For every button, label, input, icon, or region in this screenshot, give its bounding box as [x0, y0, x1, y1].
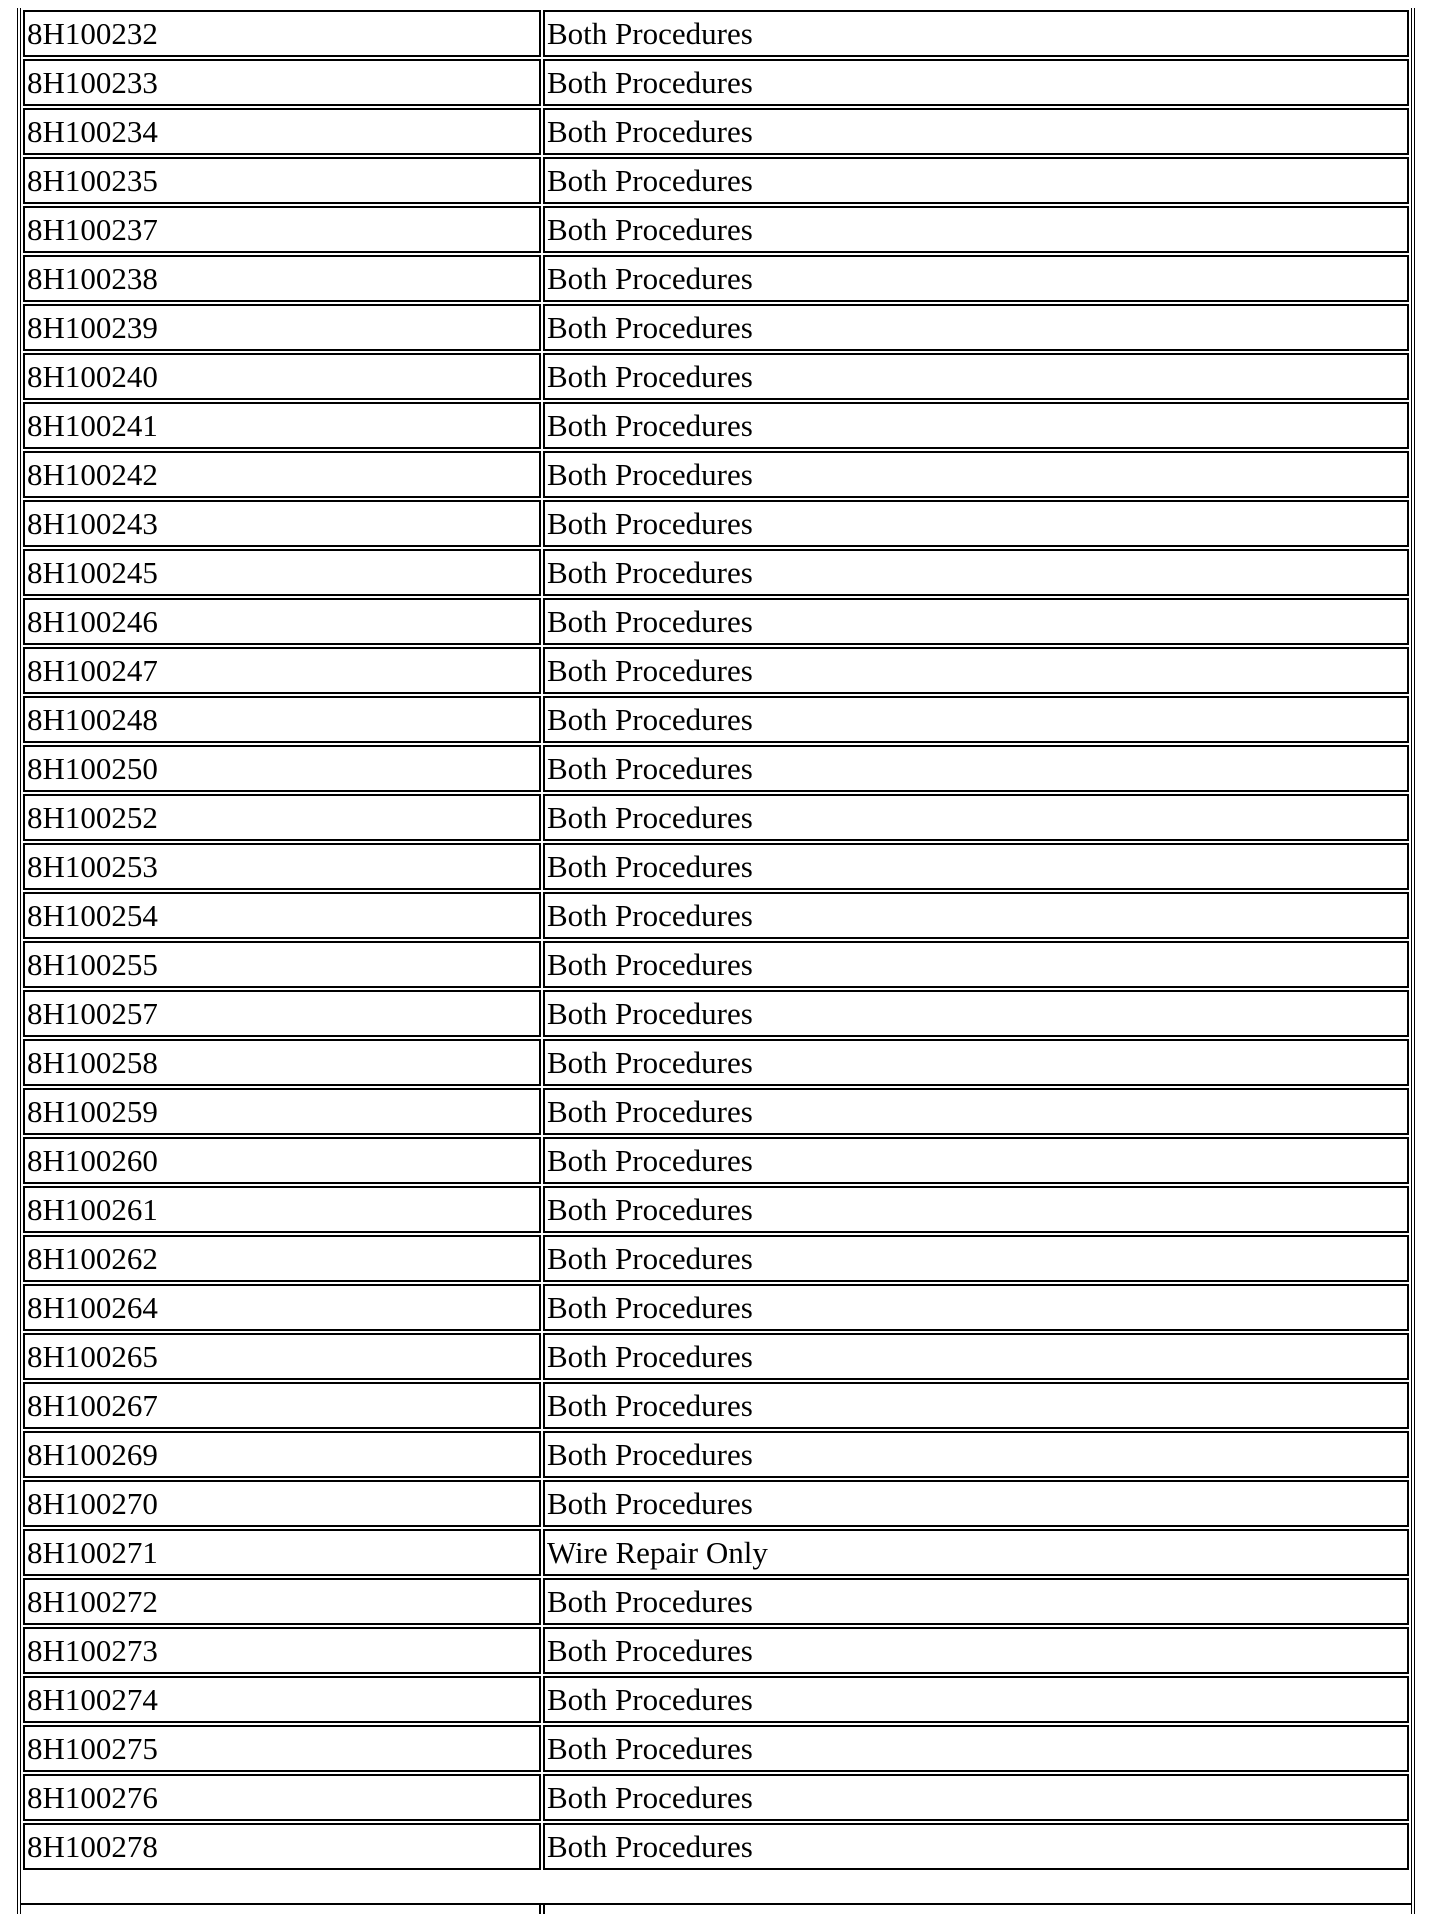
procedure-cell: Both Procedures — [543, 206, 1409, 253]
table-row — [23, 1627, 1409, 1674]
part-number-cell: 8H100273 — [23, 1627, 541, 1674]
table-row — [23, 549, 1409, 596]
procedure-cell: Both Procedures — [543, 1186, 1409, 1233]
table-row — [23, 1137, 1409, 1184]
table-row — [23, 941, 1409, 988]
table-row — [23, 1774, 1409, 1821]
table-row — [23, 1088, 1409, 1135]
table-row — [23, 1039, 1409, 1086]
part-number-cell: 8H100255 — [23, 941, 541, 988]
table-row — [23, 990, 1409, 1037]
table-row — [23, 843, 1409, 890]
part-number-cell: 8H100259 — [23, 1088, 541, 1135]
table-row — [23, 1725, 1409, 1772]
procedure-cell: Both Procedures — [543, 255, 1409, 302]
procedure-cell: Both Procedures — [543, 59, 1409, 106]
procedure-cell: Both Procedures — [543, 892, 1409, 939]
procedure-cell: Both Procedures — [543, 647, 1409, 694]
procedure-cell: Both Procedures — [543, 990, 1409, 1037]
table-row — [23, 745, 1409, 792]
procedure-cell: Both Procedures — [543, 304, 1409, 351]
part-number-cell: 8H100238 — [23, 255, 541, 302]
part-number-cell: 8H100275 — [23, 1725, 541, 1772]
part-number-cell: 8H100271 — [23, 1529, 541, 1576]
table-row — [23, 206, 1409, 253]
part-number-cell: 8H100232 — [23, 10, 541, 57]
procedure-cell: Both Procedures — [543, 451, 1409, 498]
part-number-cell: 8H100247 — [23, 647, 541, 694]
procedure-cell: Both Procedures — [543, 941, 1409, 988]
table-row — [23, 10, 1409, 57]
table-row — [23, 353, 1409, 400]
table-row — [23, 1235, 1409, 1282]
table-row — [23, 1529, 1409, 1576]
table-row — [23, 108, 1409, 155]
parts-procedure-table — [21, 8, 1411, 1872]
procedure-cell: Both Procedures — [543, 1333, 1409, 1380]
procedure-cell: Both Procedures — [543, 598, 1409, 645]
part-number-cell: 8H100234 — [23, 108, 541, 155]
part-number-cell: 8H100240 — [23, 353, 541, 400]
part-number-cell: 8H100248 — [23, 696, 541, 743]
table-row — [23, 1333, 1409, 1380]
procedure-cell: Both Procedures — [543, 1284, 1409, 1331]
procedure-cell: Both Procedures — [543, 549, 1409, 596]
procedure-cell: Both Procedures — [543, 1823, 1409, 1870]
procedure-cell: Both Procedures — [543, 108, 1409, 155]
procedure-cell: Both Procedures — [543, 402, 1409, 449]
procedure-cell: Both Procedures — [543, 1725, 1409, 1772]
part-number-cell: 8H100241 — [23, 402, 541, 449]
procedure-cell: Both Procedures — [543, 1431, 1409, 1478]
part-number-cell: 8H100250 — [23, 745, 541, 792]
document-sheet — [17, 8, 1415, 1914]
procedure-cell: Both Procedures — [543, 353, 1409, 400]
table-row — [23, 1578, 1409, 1625]
table-row — [23, 892, 1409, 939]
procedure-cell: Both Procedures — [543, 1382, 1409, 1429]
part-number-cell: 8H100267 — [23, 1382, 541, 1429]
procedure-cell: Both Procedures — [543, 157, 1409, 204]
part-number-cell: 8H100237 — [23, 206, 541, 253]
procedure-cell: Both Procedures — [543, 794, 1409, 841]
part-number-cell: 8H100261 — [23, 1186, 541, 1233]
part-number-cell: 8H100253 — [23, 843, 541, 890]
table-row — [23, 451, 1409, 498]
table-row — [23, 500, 1409, 547]
part-number-cell: 8H100274 — [23, 1676, 541, 1723]
table-row — [23, 598, 1409, 645]
procedure-cell: Both Procedures — [543, 745, 1409, 792]
procedure-cell: Both Procedures — [543, 10, 1409, 57]
procedure-cell: Both Procedures — [543, 1088, 1409, 1135]
part-number-cell: 8H100258 — [23, 1039, 541, 1086]
procedure-cell: Wire Repair Only — [543, 1529, 1409, 1576]
table-body — [23, 10, 1409, 1870]
table-row — [23, 794, 1409, 841]
part-number-cell: 8H100243 — [23, 500, 541, 547]
procedure-cell: Both Procedures — [543, 1627, 1409, 1674]
part-number-cell: 8H100235 — [23, 157, 541, 204]
table-row — [23, 1284, 1409, 1331]
table-row — [23, 1382, 1409, 1429]
part-number-cell: 8H100272 — [23, 1578, 541, 1625]
part-number-cell: 8H100276 — [23, 1774, 541, 1821]
part-number-cell: 8H100265 — [23, 1333, 541, 1380]
part-number-cell: 8H100262 — [23, 1235, 541, 1282]
part-number-cell: 8H100252 — [23, 794, 541, 841]
table-row — [23, 647, 1409, 694]
part-number-cell: 8H100239 — [23, 304, 541, 351]
part-number-cell: 8H100254 — [23, 892, 541, 939]
table-row — [23, 1431, 1409, 1478]
table-row — [23, 255, 1409, 302]
table-row — [23, 59, 1409, 106]
part-number-cell: 8H100264 — [23, 1284, 541, 1331]
part-number-cell: 8H100245 — [23, 549, 541, 596]
part-number-cell: 8H100242 — [23, 451, 541, 498]
table-row — [23, 696, 1409, 743]
table-row — [23, 1186, 1409, 1233]
table-row — [23, 1480, 1409, 1527]
table-row — [23, 402, 1409, 449]
part-number-cell: 8H100278 — [23, 1823, 541, 1870]
procedure-cell: Both Procedures — [543, 1480, 1409, 1527]
part-number-cell: 8H100246 — [23, 598, 541, 645]
part-number-cell: 8H100233 — [23, 59, 541, 106]
part-number-cell: 8H100257 — [23, 990, 541, 1037]
procedure-cell: Both Procedures — [543, 1774, 1409, 1821]
column-divider — [539, 1905, 545, 1914]
procedure-cell: Both Procedures — [543, 696, 1409, 743]
table-row — [23, 304, 1409, 351]
procedure-cell: Both Procedures — [543, 1235, 1409, 1282]
procedure-cell: Both Procedures — [543, 1676, 1409, 1723]
part-number-cell: 8H100269 — [23, 1431, 541, 1478]
table-row — [23, 1823, 1409, 1870]
table-row — [23, 157, 1409, 204]
procedure-cell: Both Procedures — [543, 500, 1409, 547]
table-row — [23, 1676, 1409, 1723]
procedure-cell: Both Procedures — [543, 1578, 1409, 1625]
procedure-cell: Both Procedures — [543, 1137, 1409, 1184]
procedure-cell: Both Procedures — [543, 1039, 1409, 1086]
procedure-cell: Both Procedures — [543, 843, 1409, 890]
part-number-cell: 8H100270 — [23, 1480, 541, 1527]
part-number-cell: 8H100260 — [23, 1137, 541, 1184]
table-row-continuation — [21, 1903, 1411, 1914]
